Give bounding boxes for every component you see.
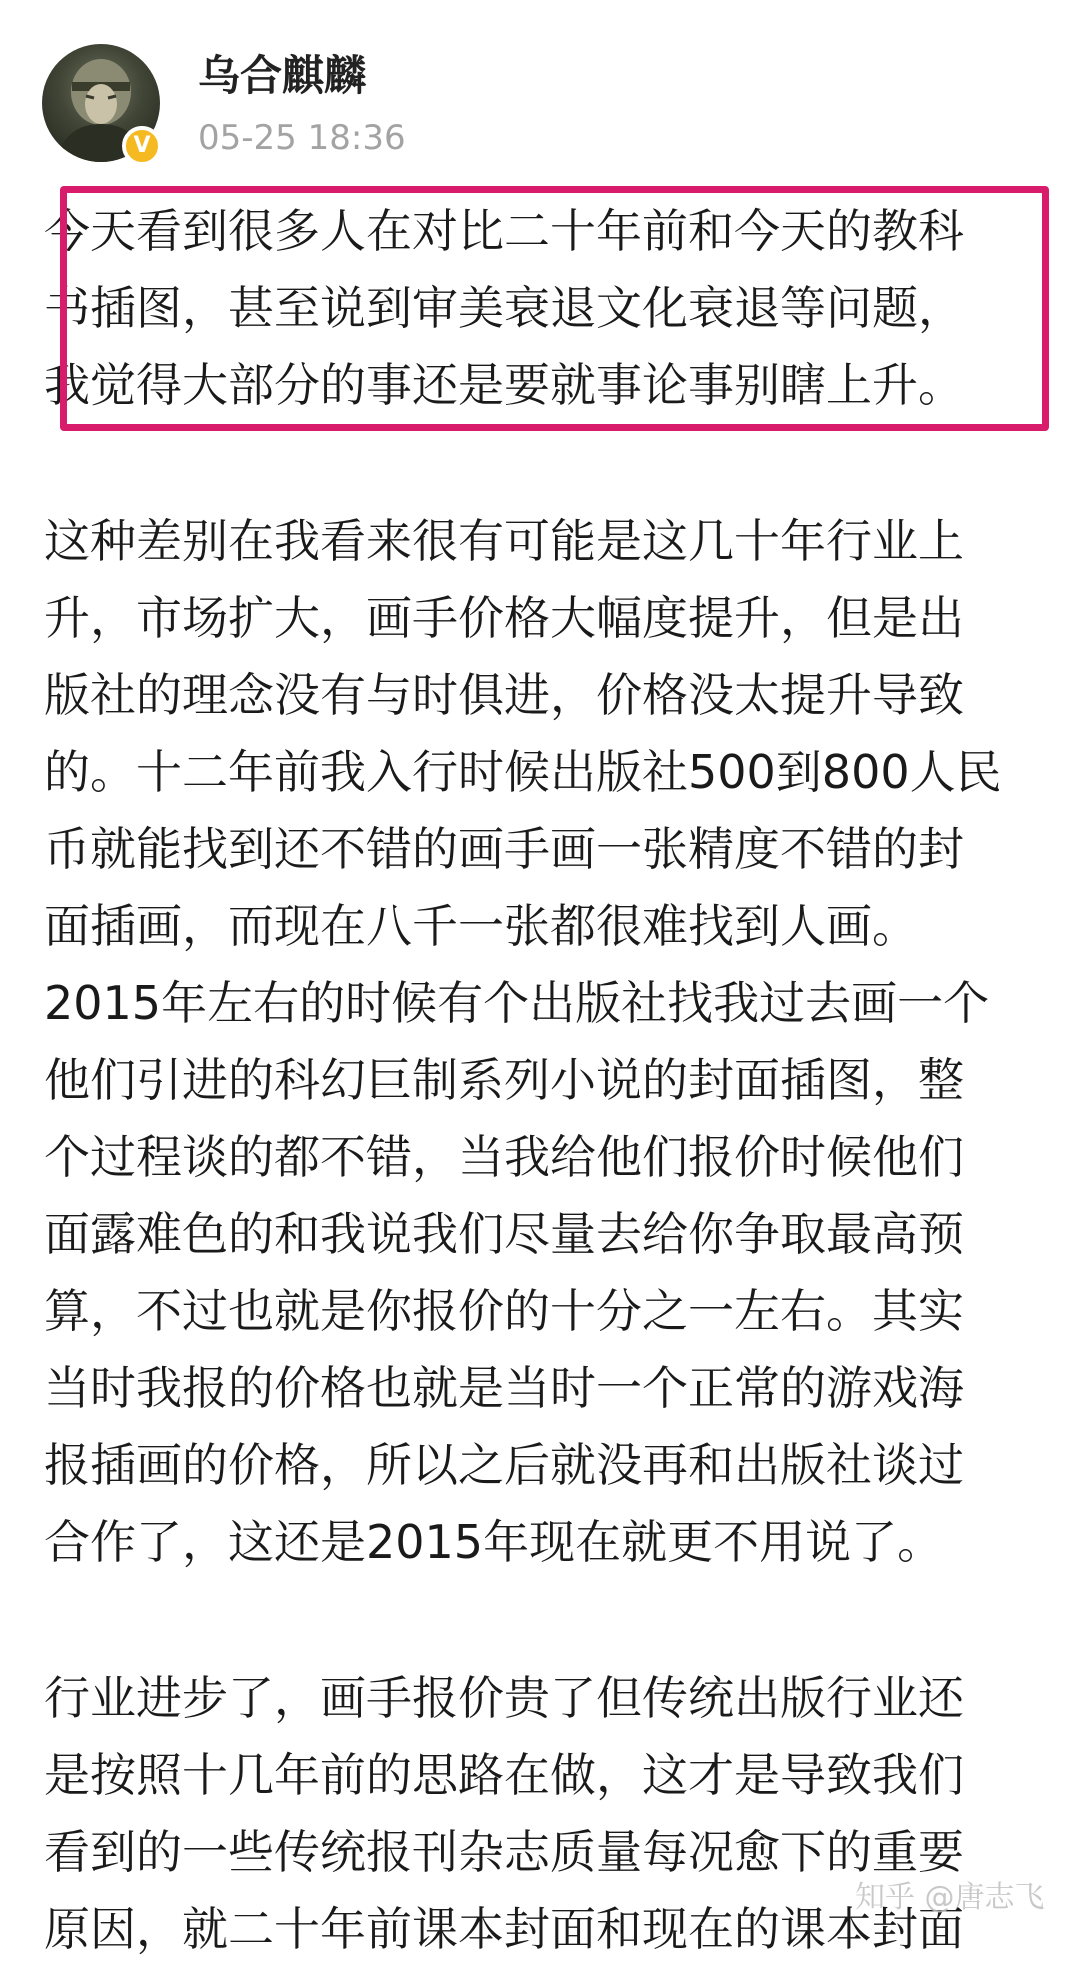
post-header — [0, 0, 1080, 175]
text-line: 面插画，而现在八千一张都很难找到人画。 — [44, 899, 918, 953]
text-line: 是按照十几年前的思路在做，这才是导致我们 — [44, 1748, 964, 1802]
text-line: 今天看到很多人在对比二十年前和今天的教科 — [44, 204, 964, 258]
text-line: 面露难色的和我说我们尽量去给你争取最高预 — [44, 1207, 964, 1261]
text-line: 看到的一些传统报刊杂志质量每况愈下的重要 — [44, 1825, 964, 1879]
text-line: 币就能找到还不错的画手画一张精度不错的封 — [44, 822, 964, 876]
paragraph-1 — [44, 193, 1054, 424]
author-name[interactable]: 乌合麒麟 — [198, 51, 367, 100]
paragraph-2 — [44, 503, 1054, 1581]
text-line: 原因，就二十年前课本封面和现在的课本封面 — [44, 1902, 964, 1956]
paragraph-3 — [44, 1660, 1054, 1968]
text-line: 书插图，甚至说到审美衰退文化衰退等问题， — [44, 281, 964, 335]
text-line: 这种差别在我看来很有可能是这几十年行业上 — [44, 514, 964, 568]
text-line: 2015年左右的时候有个出版社找我过去画一个 — [44, 976, 990, 1030]
text-line: 他们引进的科幻巨制系列小说的封面插图，整 — [44, 1053, 964, 1107]
text-line: 行业进步了，画手报价贵了但传统出版行业还 — [44, 1671, 964, 1725]
post-body — [44, 193, 1054, 1968]
verified-badge-icon: V — [122, 126, 162, 166]
text-line: 合作了，这还是2015年现在就更不用说了。 — [44, 1515, 944, 1569]
text-line: 报插画的价格，所以之后就没再和出版社谈过 — [44, 1438, 964, 1492]
paragraph-spacer — [44, 1581, 1054, 1660]
text-line: 我觉得大部分的事还是要就事论事别瞎上升。 — [44, 358, 964, 412]
post-timestamp: 05-25 18:36 — [198, 118, 406, 158]
zhihu-watermark: 知乎 @唐志飞 — [855, 1880, 1045, 1915]
text-line: 版社的理念没有与时俱进，价格没太提升导致 — [44, 668, 964, 722]
text-line: 当时我报的价格也就是当时一个正常的游戏海 — [44, 1361, 964, 1415]
text-line: 算，不过也就是你报价的十分之一左右。其实 — [44, 1284, 964, 1338]
text-line: 个过程谈的都不错，当我给他们报价时候他们 — [44, 1130, 964, 1184]
text-line: 升，市场扩大，画手价格大幅度提升，但是出 — [44, 591, 964, 645]
paragraph-spacer — [44, 424, 1054, 503]
text-line: 的。十二年前我入行时候出版社500到800人民 — [44, 745, 1002, 799]
